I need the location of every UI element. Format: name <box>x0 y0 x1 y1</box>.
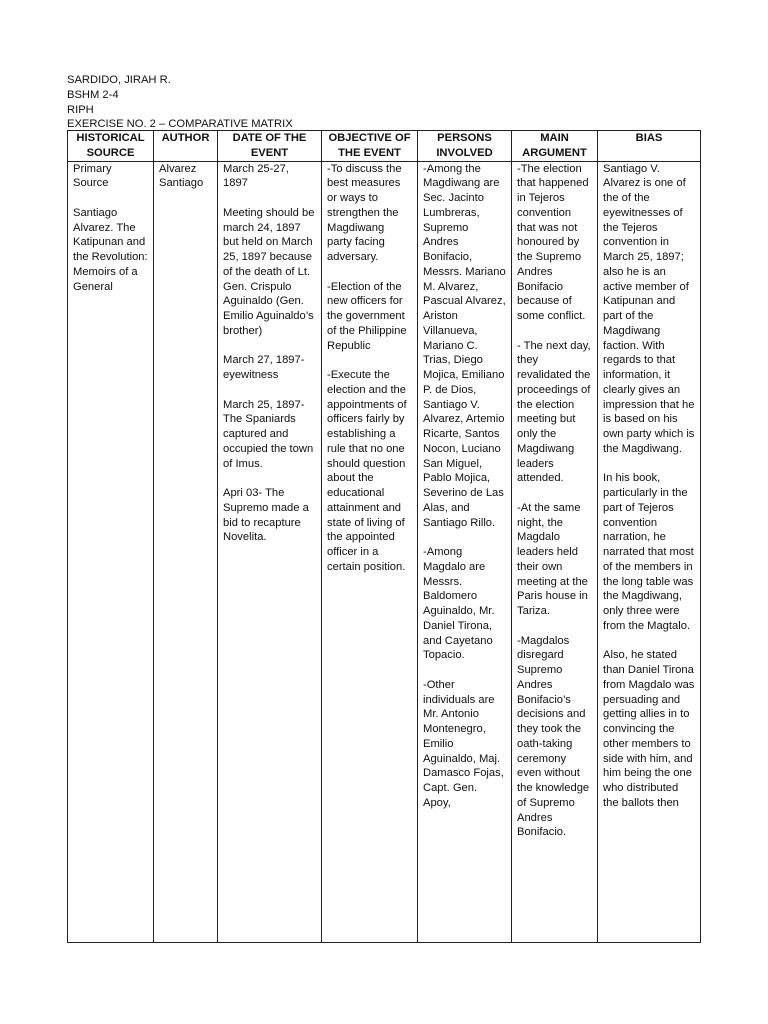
column-header-objective: OBJECTIVE OF THE EVENT <box>322 131 418 162</box>
comparative-matrix-table <box>67 130 701 943</box>
student-name: SARDIDO, JIRAH R. <box>67 74 171 86</box>
cell-historical-source <box>68 161 154 942</box>
column-header-persons: PERSONS INVOLVED <box>418 131 512 162</box>
date-text: March 25-27, 1897 Meeting should be march 24, 1897 but held on March 25, 1897 because of the death of Lt. Gen. Crispulo Aguinaldo (Gen. Emilio Aguinaldo’s brother) March 27, 1897-eyewitness March 25, 1897-The Spaniards captured and occupied the town of Imus. Apri 03- The Supremo made a bid to recapture Novelita. <box>223 162 315 544</box>
main-argument-text: -The election that happened in Tejeros convention that was not honoured by the Supremo Andres Bonifacio because of some conflict. - The next day, they revalidated the proceedings of the election meeting but only the Magdiwang leaders attended. -At the same night, the Magdalo leaders held their own meeting at the Paris house in Tariza. -Magdalos disregard Supremo Andres Bonifacio’s decisions and they took the oath-taking ceremony even without the knowledge of Supremo Andres Bonifacio. <box>517 162 591 839</box>
column-header-historical-source: HISTORICAL SOURCE <box>68 131 154 162</box>
historical-source-text: Primary Source Santiago Alvarez. The Katipunan and the Revolution: Memoirs of a General <box>73 162 148 293</box>
cell-bias <box>598 161 701 942</box>
section-code: BSHM 2-4 <box>67 88 119 101</box>
cell-main-argument <box>512 161 598 942</box>
persons-text: -Among the Magdiwang are Sec. Jacinto Lumbreras, Supremo Andres Bonifacio, Messrs. Mariano M. Alvarez, Pascual Alvarez, Ariston Villanueva, Mariano C. Trias, Diego Mojica, Emiliano P. de Dios, Santiago V. Alvarez, Artemio Ricarte, Santos Nocon, Luciano San Miguel, Pablo Mojica, Severino de Las Alas, and Santiago Rillo. -Among Magdalo are Messrs. Baldomero Aguinaldo, Mr. Daniel Tirona, and Cayetano Topacio. -Other individuals are Mr. Antonio Montenegro, Emilio Aguinaldo, Maj. Damasco Fojas, Capt. Gen. Apoy, <box>423 162 506 809</box>
objective-text: -To discuss the best measures or ways to strengthen the Magdiwang party facing adversary. -Election of the new officers for the government of the Philippine Republic -Execute the election and the appointments of officers fairly by establishing a rule that no one should question about the educational attainment and state of living of the appointed officer in a certain position. <box>327 162 407 573</box>
column-header-main-argument: MAIN ARGUMENT <box>512 131 598 162</box>
cell-author <box>154 161 218 942</box>
table-row <box>68 161 701 942</box>
table-header-row <box>68 131 701 162</box>
cell-date <box>218 161 322 942</box>
column-header-bias: BIAS <box>598 131 701 162</box>
course-code: RIPH <box>67 103 94 116</box>
author-text: Alvarez Santiago <box>159 162 204 190</box>
bias-text: Santiago V. Alvarez is one of the of the eyewitnesses of the Tejeros convention in March 25, 1897; also he is an active member of Katipunan and part of the Magdiwang faction. With regards to that information, it clearly gives an impression that he is based on his own party which is the Magdiwang. In his book, particularly in the part of Tejeros convention narration, he narrated that most of the members in the long table was the Magdiwang, only three were from the Magtalo. Also, he stated than Daniel Tirona from Magdalo was persuading and getting allies in to convincing the other members to side with him, and him being the one who distributed the ballots then <box>603 162 695 809</box>
exercise-title: EXERCISE NO. 2 – COMPARATIVE MATRIX <box>67 118 293 131</box>
cell-persons <box>418 161 512 942</box>
column-header-author: AUTHOR <box>154 131 218 162</box>
document-header <box>67 73 293 132</box>
cell-objective <box>322 161 418 942</box>
column-header-date: DATE OF THE EVENT <box>218 131 322 162</box>
